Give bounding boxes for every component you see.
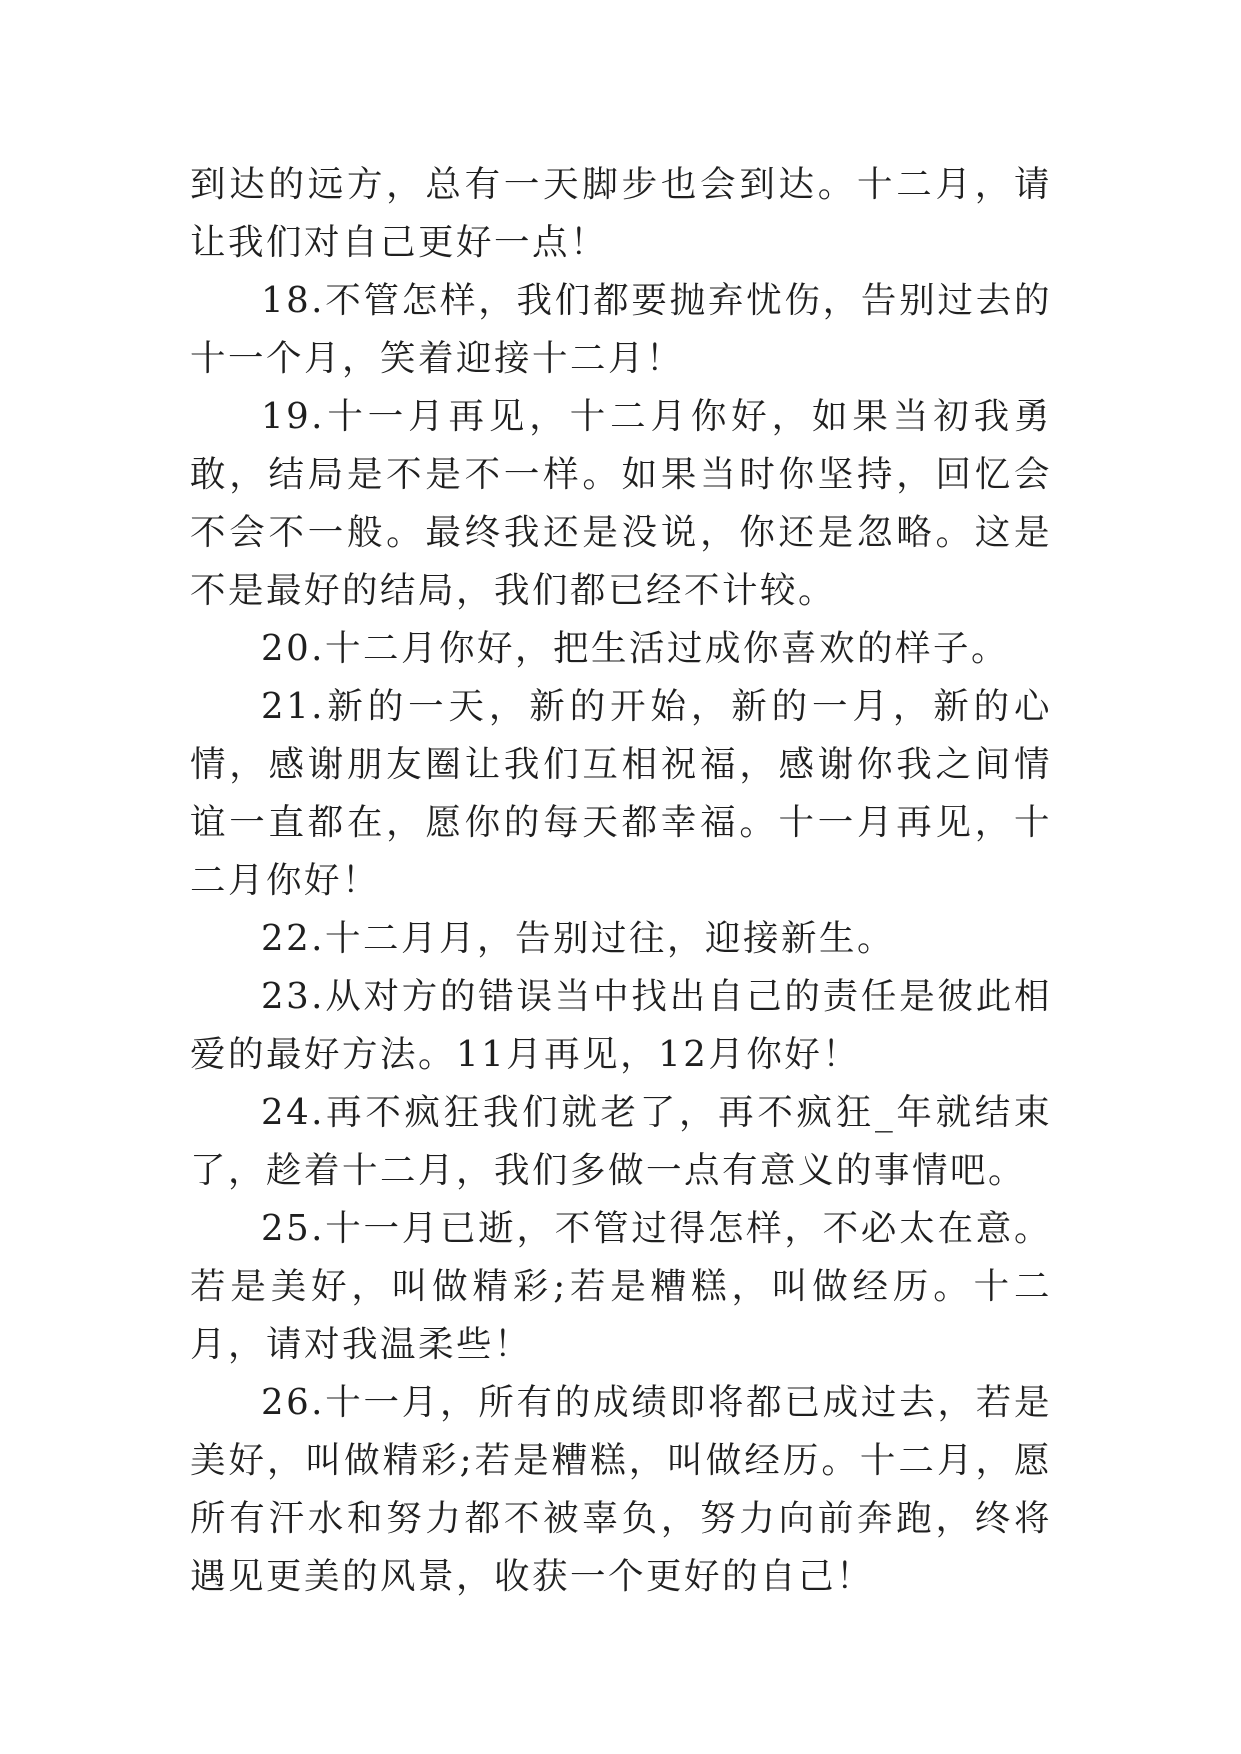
paragraph-23: 23.从对方的错误当中找出自己的责任是彼此相爱的最好方法。11月再见，12月你好！	[190, 976, 1052, 1075]
document-body	[190, 156, 1052, 1606]
paragraph-18: 18.不管怎样，我们都要抛弃忧伤，告别过去的十一个月，笑着迎接十二月！	[190, 280, 1052, 379]
paragraph-26: 26.十一月，所有的成绩即将都已成过去，若是美好，叫做精彩;若是糟糕，叫做经历。十二月，愿所有汗水和努力都不被辜负，努力向前奔跑，终将遇见更美的风景，收获一个更好的自己！	[190, 1382, 1052, 1597]
paragraph-continuation: 到达的远方，总有一天脚步也会到达。十二月，请让我们对自己更好一点！	[190, 164, 1052, 263]
paragraph-20: 20.十二月你好，把生活过成你喜欢的样子。	[261, 628, 1009, 669]
paragraph-22: 22.十二月月，告别过往，迎接新生。	[261, 918, 895, 959]
paragraph-21: 21.新的一天，新的开始，新的一月，新的心情，感谢朋友圈让我们互相祝福，感谢你我之间情谊一直都在，愿你的每天都幸福。十一月再见，十二月你好！	[190, 686, 1052, 901]
paragraph-24: 24.再不疯狂我们就老了，再不疯狂_年就结束了，趁着十二月，我们多做一点有意义的事情吧。	[190, 1092, 1052, 1191]
paragraph-25: 25.十一月已逝，不管过得怎样，不必太在意。若是美好，叫做精彩;若是糟糕，叫做经历。十二月，请对我温柔些！	[190, 1208, 1052, 1365]
paragraph-19: 19.十一月再见，十二月你好，如果当初我勇敢，结局是不是不一样。如果当时你坚持，回忆会不会不一般。最终我还是没说，你还是忽略。这是不是最好的结局，我们都已经不计较。	[190, 396, 1052, 611]
